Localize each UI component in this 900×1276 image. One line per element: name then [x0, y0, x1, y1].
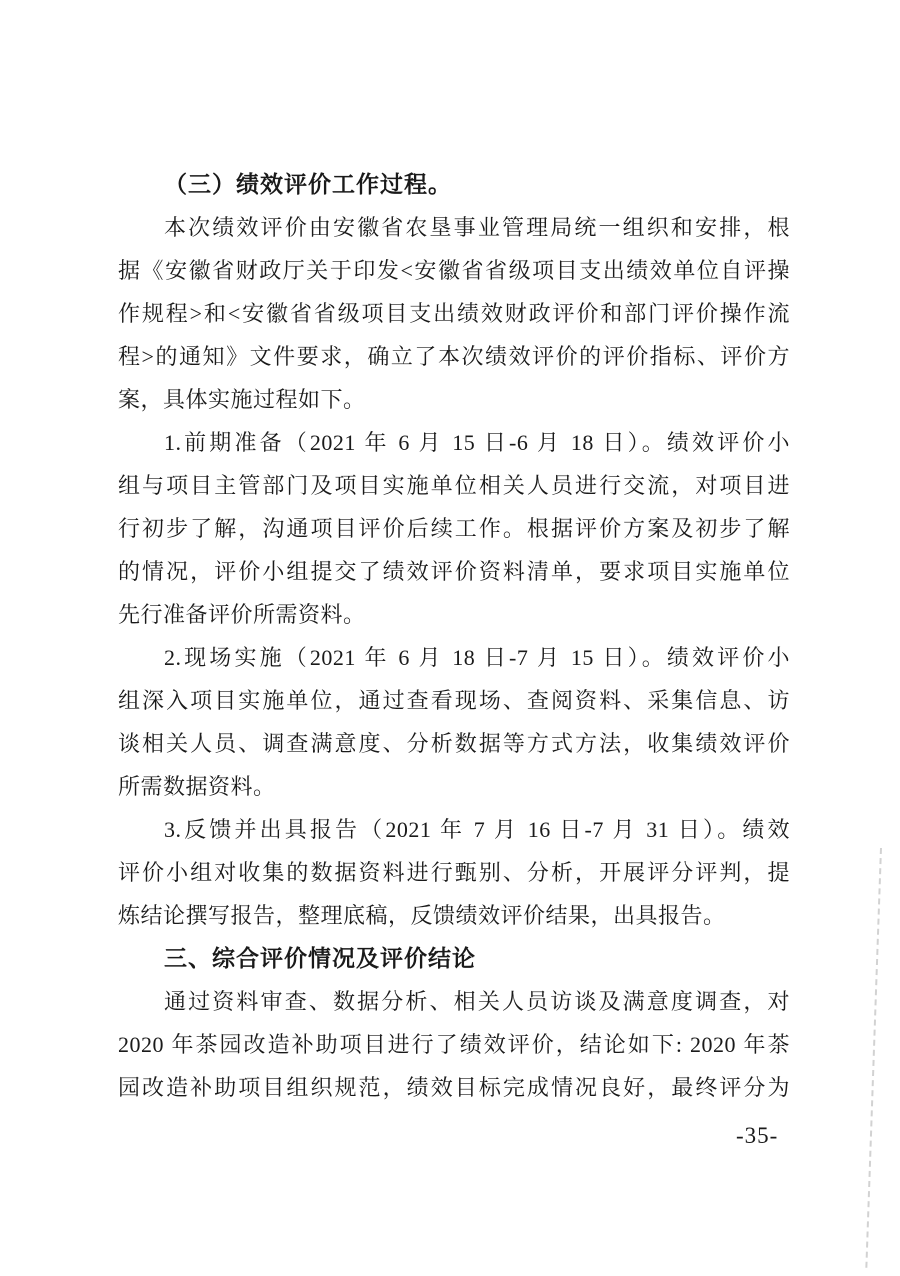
- text-line: 所需数据资料。: [118, 774, 276, 799]
- text-line: 炼结论撰写报告，整理底稿，反馈绩效评价结果，出具报告。: [118, 903, 726, 928]
- text-line: 程>的通知》文件要求，确立了本次绩效评价的评价指标、评价方: [118, 344, 790, 369]
- text-line: 案，具体实施过程如下。: [118, 387, 366, 412]
- document-content: [118, 163, 790, 1109]
- text-line: 2.现场实施（2021 年 6 月 18 日-7 月 15 日）。绩效评价小: [164, 645, 790, 670]
- text-line: 本次绩效评价由安徽省农垦事业管理局统一组织和安排，根: [164, 215, 790, 240]
- text-line: 谈相关人员、调查满意度、分析数据等方式方法，收集绩效评价: [118, 731, 790, 756]
- text-line: 作规程>和<安徽省省级项目支出绩效财政评价和部门评价操作流: [118, 301, 790, 326]
- text-line: 评价小组对收集的数据资料进行甄别、分析，开展评分评判，提: [118, 860, 790, 885]
- text-line: 组深入项目实施单位，通过查看现场、查阅资料、采集信息、访: [118, 688, 790, 713]
- page-number: -35-: [736, 1123, 779, 1148]
- text-line: 3.反馈并出具报告（2021 年 7 月 16 日-7 月 31 日）。绩效: [164, 817, 790, 842]
- heading-evaluation-process: （三）绩效评价工作过程。: [164, 172, 452, 197]
- paragraph-step3-report: [118, 808, 790, 937]
- paragraph-conclusion: [118, 980, 790, 1109]
- paragraph-intro: [118, 206, 790, 421]
- text-line: 行初步了解，沟通项目评价后续工作。根据评价方案及初步了解: [118, 516, 790, 541]
- heading-comprehensive-conclusion: 三、综合评价情况及评价结论: [164, 946, 476, 971]
- text-line: 的情况，评价小组提交了绩效评价资料清单，要求项目实施单位: [118, 559, 790, 584]
- scan-artifact-line: [865, 848, 882, 1268]
- text-line: 通过资料审查、数据分析、相关人员访谈及满意度调查，对: [164, 989, 790, 1014]
- text-line: 2020 年茶园改造补助项目进行了绩效评价，结论如下: 2020 年茶: [118, 1032, 790, 1057]
- paragraph-step2-onsite: [118, 636, 790, 808]
- paragraph-step1-preparation: [118, 421, 790, 636]
- text-line: 1.前期准备（2021 年 6 月 15 日-6 月 18 日）。绩效评价小: [164, 430, 790, 455]
- text-line: 先行准备评价所需资料。: [118, 602, 366, 627]
- text-line: 园改造补助项目组织规范，绩效目标完成情况良好，最终评分为: [118, 1075, 790, 1100]
- text-line: 据《安徽省财政厅关于印发<安徽省省级项目支出绩效单位自评操: [118, 258, 790, 283]
- text-line: 组与项目主管部门及项目实施单位相关人员进行交流，对项目进: [118, 473, 790, 498]
